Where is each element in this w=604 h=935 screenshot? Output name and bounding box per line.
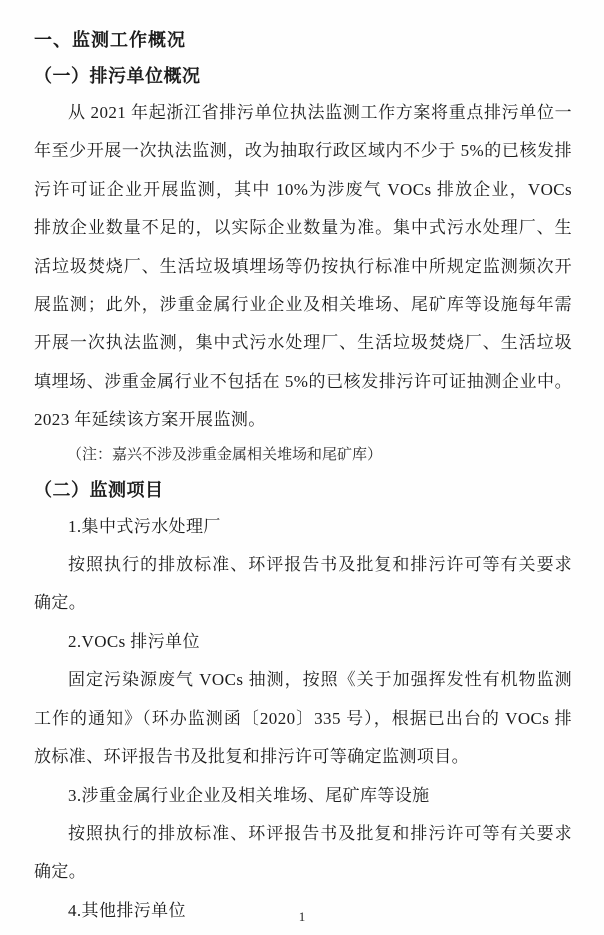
list-item-body-1: 按照执行的排放标准、环评报告书及批复和排污许可等有关要求确定。 <box>34 555 572 613</box>
list-item-body-3: 按照执行的排放标准、环评报告书及批复和排污许可等有关要求确定。 <box>34 823 572 882</box>
section-heading-overview: 一、监测工作概况 <box>34 30 186 50</box>
list-item-body-2: 固定污染源废气 VOCs 抽测，按照《关于加强挥发性有机物监测工作的通知》（环办监测函〔2020〕335 号），根据已出台的 VOCs 排放标准、环评报告书及批复和排污许可等确定监测项目。 <box>34 670 572 767</box>
list-item-title-4: 4.其他排污单位 <box>68 900 186 920</box>
subsection-heading-monitoring-items: （二）监测项目 <box>34 479 164 500</box>
list-item-title-2: 2.VOCs 排污单位 <box>68 631 200 651</box>
subsection-heading-discharge-units: （一）排污单位概况 <box>34 66 201 86</box>
note-jiaxing: （注：嘉兴不涉及涉重金属相关堆场和尾矿库） <box>67 446 383 463</box>
paragraph-discharge-units: 从 2021 年起浙江省排污单位执法监测工作方案将重点排污单位一年至少开展一次执法监测，改为抽取行政区域内不少于 5%的已核发排污许可证企业开展监测，其中 10%为涉废气 VOCs 排放企业，VOCs 排放企业数量不足的，以实际企业数量为准。集中式污水处理厂、生活垃圾焚烧厂、生活垃圾填埋场等仍按执行标准中所规定监测频次开展监测；此外，涉重金属行业企业及相关堆场、尾矿库等设施每年需开展一次执法监测，集中式污水处理厂、生活垃圾焚烧厂、生活垃圾填埋场、涉重金属行业不包括在 5%的已核发排污许可证抽测企业中。2023 年延续该方案开展监测。 <box>34 103 572 430</box>
page-number: 1 <box>298 909 306 924</box>
list-item-title-1: 1.集中式污水处理厂 <box>68 516 221 536</box>
list-item-title-3: 3.涉重金属行业企业及相关堆场、尾矿库等设施 <box>68 785 430 805</box>
